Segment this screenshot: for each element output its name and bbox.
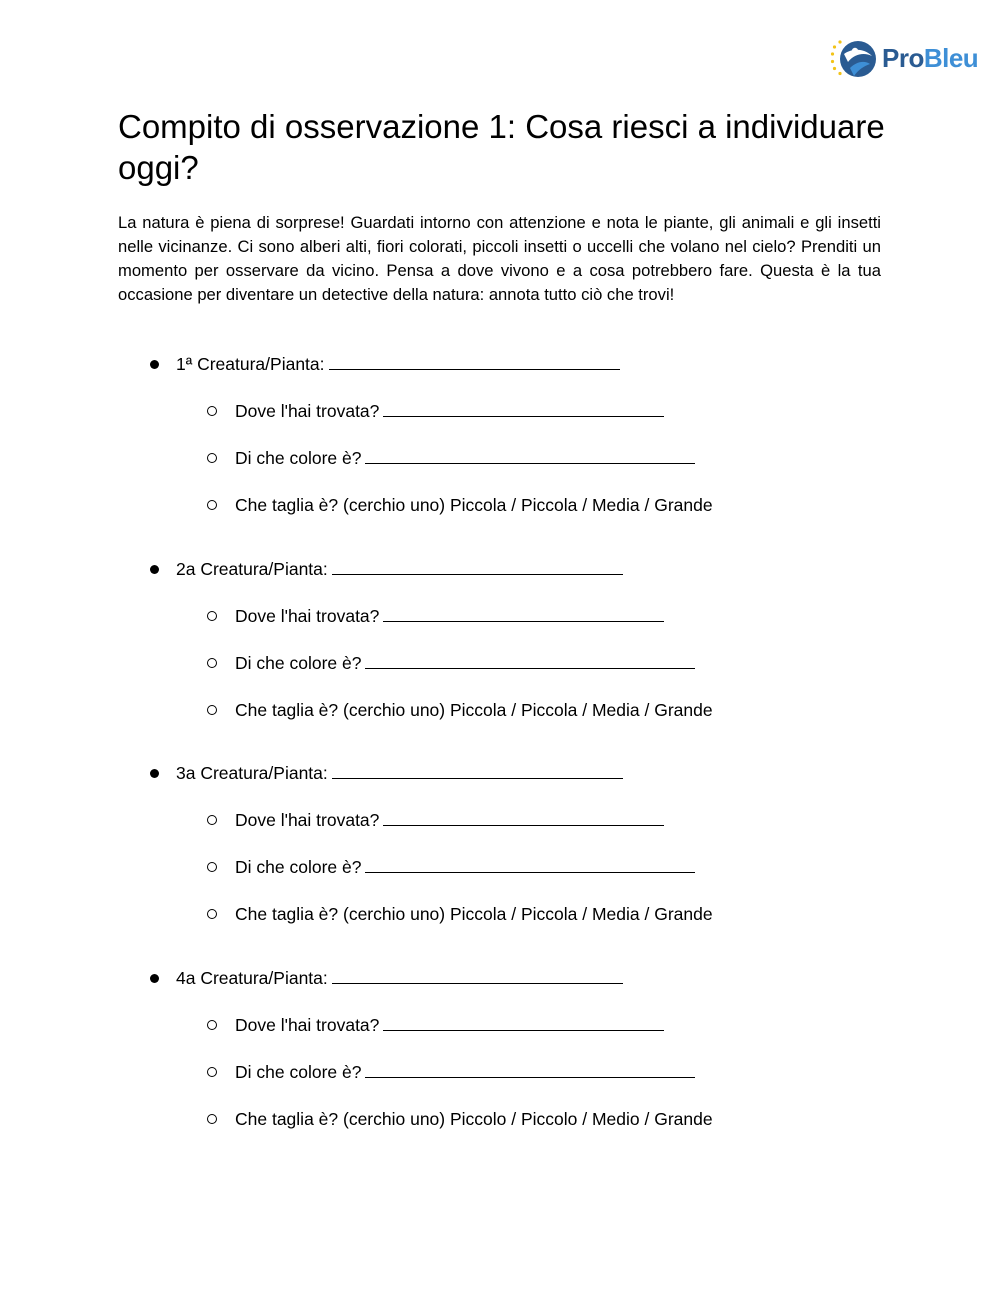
entry-4-name-blank[interactable] — [332, 966, 623, 984]
entry-2-label: 2a Creatura/Pianta: — [176, 559, 328, 579]
entry-3-name-item — [0, 761, 1000, 785]
entry-2-where-item — [0, 604, 1000, 628]
entry-2-where-label: Dove l'hai trovata? — [235, 606, 380, 626]
entry-1-size-item — [0, 493, 1000, 517]
entry-4-size-label: Che taglia è? (cerchio uno) Piccolo / Piccolo / Medio / Grande — [235, 1109, 713, 1129]
entry-2-name-blank[interactable] — [332, 557, 623, 575]
bullet-circle-icon — [207, 862, 217, 872]
entry-3-color-label: Di che colore è? — [235, 857, 362, 877]
entry-4-name-item — [0, 966, 1000, 990]
entry-2-size-label: Che taglia è? (cerchio uno) Piccola / Piccola / Media / Grande — [235, 700, 713, 720]
entry-4-where-item — [0, 1013, 1000, 1037]
bullet-dot-icon — [150, 565, 159, 574]
entry-1-color-blank[interactable] — [365, 446, 695, 464]
entry-1-label: 1ª Creatura/Pianta: — [176, 354, 325, 374]
bullet-circle-icon — [207, 815, 217, 825]
intro-paragraph: La natura è piena di sorprese! Guardati intorno con attenzione e nota le piante, gli animali e gli insetti nelle vicinanze. Ci sono alberi alti, fiori colorati, piccoli insetti o uccelli che volano nel cielo? Prenditi un momento per osservare da vicino. Pensa a dove vivono e a cosa potrebbero fare. Questa è la tua occasione per diventare un detective della natura: annota tutto ciò che trovi! — [118, 213, 881, 304]
entry-3-where-label: Dove l'hai trovata? — [235, 810, 380, 830]
entry-4-color-blank[interactable] — [365, 1060, 695, 1078]
entry-1-where-label: Dove l'hai trovata? — [235, 401, 380, 421]
probleu-logo-icon — [830, 38, 878, 82]
bullet-circle-icon — [207, 1067, 217, 1077]
probleu-logo — [830, 38, 980, 82]
bullet-circle-icon — [207, 453, 217, 463]
entry-1-where-blank[interactable] — [383, 399, 664, 417]
entry-2-color-blank[interactable] — [365, 651, 695, 669]
bullet-dot-icon — [150, 974, 159, 983]
bullet-circle-icon — [207, 611, 217, 621]
entry-1-size-label: Che taglia è? (cerchio uno) Piccola / Piccola / Media / Grande — [235, 495, 713, 515]
bullet-dot-icon — [150, 360, 159, 369]
entry-4-where-label: Dove l'hai trovata? — [235, 1015, 380, 1035]
entry-3-where-blank[interactable] — [383, 808, 664, 826]
bullet-circle-icon — [207, 705, 217, 715]
entry-1-color-item — [0, 446, 1000, 470]
probleu-wordmark: ProBleu — [882, 43, 979, 73]
entry-2-name-item — [0, 557, 1000, 581]
bullet-dot-icon — [150, 769, 159, 778]
bullet-circle-icon — [207, 658, 217, 668]
entry-3-color-blank[interactable] — [365, 855, 695, 873]
entry-3-color-item — [0, 855, 1000, 879]
bullet-circle-icon — [207, 500, 217, 510]
entry-1-name-blank[interactable] — [329, 352, 620, 370]
entry-4-color-label: Di che colore è? — [235, 1062, 362, 1082]
entry-1-name-item — [0, 352, 1000, 376]
entry-3-label: 3a Creatura/Pianta: — [176, 763, 328, 783]
bullet-circle-icon — [207, 1114, 217, 1124]
entry-4-where-blank[interactable] — [383, 1013, 664, 1031]
entry-3-size-item — [0, 902, 1000, 926]
bullet-circle-icon — [207, 909, 217, 919]
entry-1-color-label: Di che colore è? — [235, 448, 362, 468]
entry-2-where-blank[interactable] — [383, 604, 664, 622]
entry-3-name-blank[interactable] — [332, 761, 623, 779]
entry-3-size-label: Che taglia è? (cerchio uno) Piccola / Piccola / Media / Grande — [235, 904, 713, 924]
bullet-circle-icon — [207, 1020, 217, 1030]
entry-2-color-label: Di che colore è? — [235, 653, 362, 673]
bullet-circle-icon — [207, 406, 217, 416]
entry-4-label: 4a Creatura/Pianta: — [176, 968, 328, 988]
entry-2-size-item — [0, 698, 1000, 722]
entry-4-size-item — [0, 1107, 1000, 1131]
entry-2-color-item — [0, 651, 1000, 675]
entry-3-where-item — [0, 808, 1000, 832]
entry-1-where-item — [0, 399, 1000, 423]
page-title: Compito di osservazione 1: Cosa riesci a individuare oggi? — [118, 108, 885, 186]
entry-4-color-item — [0, 1060, 1000, 1084]
